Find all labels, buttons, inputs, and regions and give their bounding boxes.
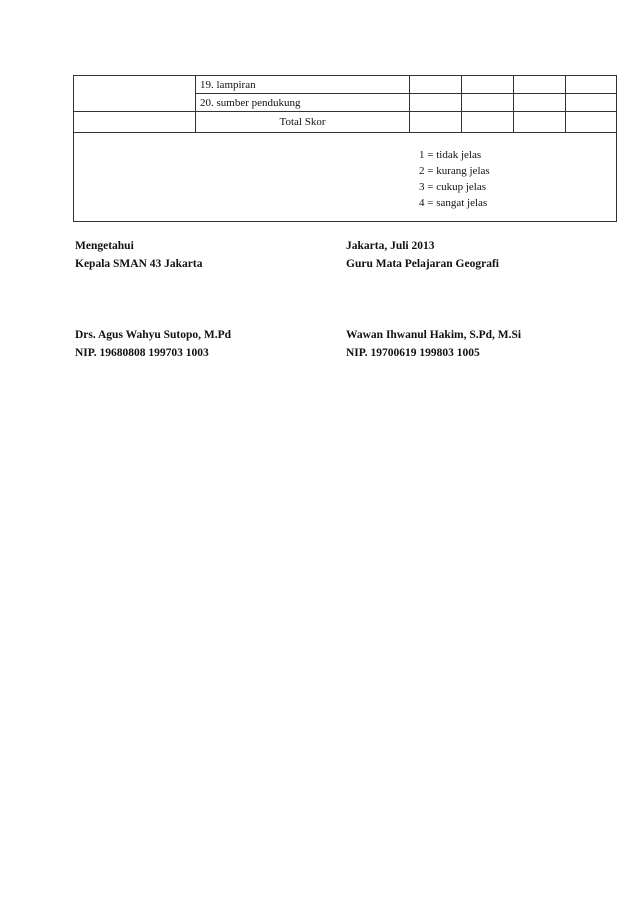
legend-item: 4 = sangat jelas xyxy=(419,197,488,209)
right-signature-block xyxy=(346,326,521,362)
score-cell xyxy=(462,76,514,94)
score-cell xyxy=(514,94,566,112)
criteria-label: 19. lampiran xyxy=(196,76,410,94)
legend-item: 1 = tidak jelas xyxy=(419,149,482,161)
score-cell xyxy=(462,112,514,133)
principal-name: Drs. Agus Wahyu Sutopo, M.Pd xyxy=(75,329,232,341)
score-cell xyxy=(462,94,514,112)
score-cell xyxy=(566,94,617,112)
score-cell xyxy=(514,76,566,94)
score-cell xyxy=(514,112,566,133)
total-score-label: Total Skor xyxy=(196,112,410,133)
acknowledged-heading: Mengetahui xyxy=(75,240,134,252)
legend-cell xyxy=(74,133,617,222)
table-cell-empty xyxy=(74,76,196,94)
place-date: Jakarta, Juli 2013 xyxy=(346,240,435,252)
legend-item: 2 = kurang jelas xyxy=(419,165,490,177)
table-cell-empty xyxy=(74,112,196,133)
total-row xyxy=(74,112,617,133)
score-legend xyxy=(419,147,612,211)
score-cell xyxy=(566,112,617,133)
score-cell xyxy=(566,76,617,94)
criteria-label: 20. sumber pendukung xyxy=(196,94,410,112)
principal-role: Kepala SMAN 43 Jakarta xyxy=(75,258,203,270)
table-row xyxy=(74,94,617,112)
left-signature-header xyxy=(75,237,202,273)
score-cell xyxy=(410,112,462,133)
table-cell-empty xyxy=(74,94,196,112)
left-signature-block xyxy=(75,326,231,362)
score-cell xyxy=(410,76,462,94)
rubric-table xyxy=(73,75,617,222)
legend-row xyxy=(74,133,617,222)
legend-item: 3 = cukup jelas xyxy=(419,181,486,193)
table-row xyxy=(74,76,617,94)
score-cell xyxy=(410,94,462,112)
right-signature-header xyxy=(346,237,499,273)
teacher-role: Guru Mata Pelajaran Geografi xyxy=(346,258,499,270)
teacher-name: Wawan Ihwanul Hakim, S.Pd, M.Si xyxy=(346,329,522,341)
principal-nip: NIP. 19680808 199703 1003 xyxy=(75,347,209,359)
teacher-nip: NIP. 19700619 199803 1005 xyxy=(346,347,480,359)
